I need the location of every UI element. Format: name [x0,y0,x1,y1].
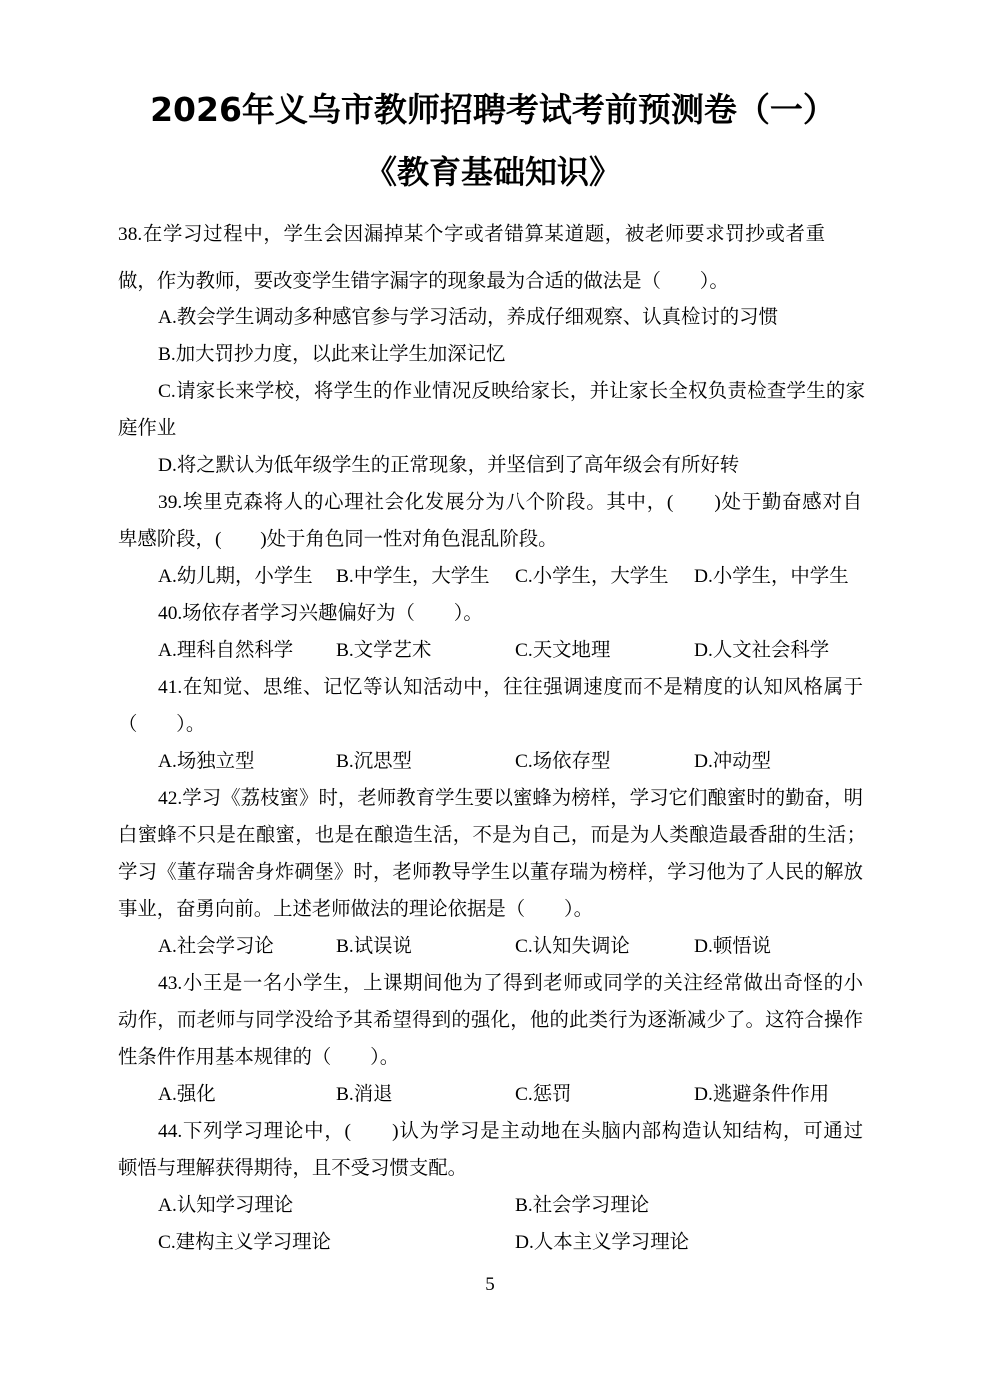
q39-stem-line-1: 39.埃里克森将人的心理社会化发展分为八个阶段。其中，( )处于勤奋感对自 [158,492,862,513]
q41-option-a: A.场独立型 [158,751,255,772]
q38-option-c-line-1: C.请家长来学校，将学生的作业情况反映给家长，并让家长全权负责检查学生的家 [158,381,865,402]
q41-option-d: D.冲动型 [694,751,772,772]
q43-option-d: D.逃避条件作用 [694,1084,830,1105]
q44-option-b: B.社会学习理论 [515,1195,650,1216]
q44-stem-line-1: 44.下列学习理论中，( )认为学习是主动地在头脑内部构造认知结构，可通过 [158,1121,863,1142]
q41-stem-line-2: （ ）。 [118,714,206,735]
q38-option-a: A.教会学生调动多种感官参与学习活动，养成仔细观察、认真检讨的习惯 [158,307,778,328]
q39-stem-line-2: 卑感阶段，( )处于角色同一性对角色混乱阶段。 [118,529,558,550]
q38-option-c-line-2: 庭作业 [118,418,177,439]
q38-stem-line-2: 做，作为教师，要改变学生错字漏字的现象最为合适的做法是（ ）。 [118,271,729,292]
q41-stem-line-1: 41.在知觉、思维、记忆等认知活动中，往往强调速度而不是精度的认知风格属于 [158,677,863,698]
q40-option-a: A.理科自然科学 [158,640,294,661]
q39-option-a: A.幼儿期，小学生 [158,566,313,587]
q42-stem-line-4: 事业，奋勇向前。上述老师做法的理论依据是（ ）。 [118,899,594,920]
q38-option-b: B.加大罚抄力度，以此来让学生加深记忆 [158,344,506,365]
q42-option-b: B.试误说 [336,936,412,957]
q43-option-a: A.强化 [158,1084,216,1105]
q41-option-b: B.沉思型 [336,751,412,772]
q44-option-d: D.人本主义学习理论 [515,1232,689,1253]
q39-option-d: D.小学生，中学生 [694,566,849,587]
q42-stem-line-1: 42.学习《荔枝蜜》时，老师教育学生要以蜜蜂为榜样，学习它们酿蜜时的勤奋，明 [158,788,863,809]
q40-option-c: C.天文地理 [515,640,611,661]
page-subtitle: 《教育基础知识》 [364,153,621,191]
q39-option-c: C.小学生，大学生 [515,566,669,587]
q44-option-c: C.建构主义学习理论 [158,1232,331,1253]
q42-stem-line-3: 学习《董存瑞舍身炸碉堡》时，老师教导学生以董存瑞为榜样，学习他为了人民的解放 [118,862,863,883]
q43-stem-line-2: 动作，而老师与同学没给予其希望得到的强化，他的此类行为逐渐减少了。这符合操作 [118,1010,863,1031]
q42-option-a: A.社会学习论 [158,936,274,957]
q39-option-b: B.中学生，大学生 [336,566,490,587]
q40-option-d: D.人文社会科学 [694,640,830,661]
page-number: 5 [485,1274,495,1295]
q42-stem-line-2: 白蜜蜂不只是在酿蜜，也是在酿造生活，不是为自己，而是为人类酿造最香甜的生活； [118,825,866,846]
q43-stem-line-1: 43.小王是一名小学生，上课期间他为了得到老师或同学的关注经常做出奇怪的小 [158,973,863,994]
q43-option-c: C.惩罚 [515,1084,572,1105]
q42-option-d: D.顿悟说 [694,936,772,957]
q38-option-d: D.将之默认为低年级学生的正常现象，并坚信到了高年级会有所好转 [158,455,740,476]
q44-stem-line-2: 顿悟与理解获得期待，且不受习惯支配。 [118,1158,468,1179]
q43-stem-line-3: 性条件作用基本规律的（ ）。 [118,1047,400,1068]
q41-option-c: C.场依存型 [515,751,611,772]
q40-stem-line-1: 40.场依存者学习兴趣偏好为（ ）。 [158,603,483,624]
q40-option-b: B.文学艺术 [336,640,432,661]
q44-option-a: A.认知学习理论 [158,1195,294,1216]
q43-option-b: B.消退 [336,1084,393,1105]
page-title: 2026年义乌市教师招聘考试考前预测卷（一） [150,90,836,129]
q42-option-c: C.认知失调论 [515,936,630,957]
q38-stem-line-1: 38.在学习过程中，学生会因漏掉某个字或者错算某道题，被老师要求罚抄或者重 [118,224,825,245]
